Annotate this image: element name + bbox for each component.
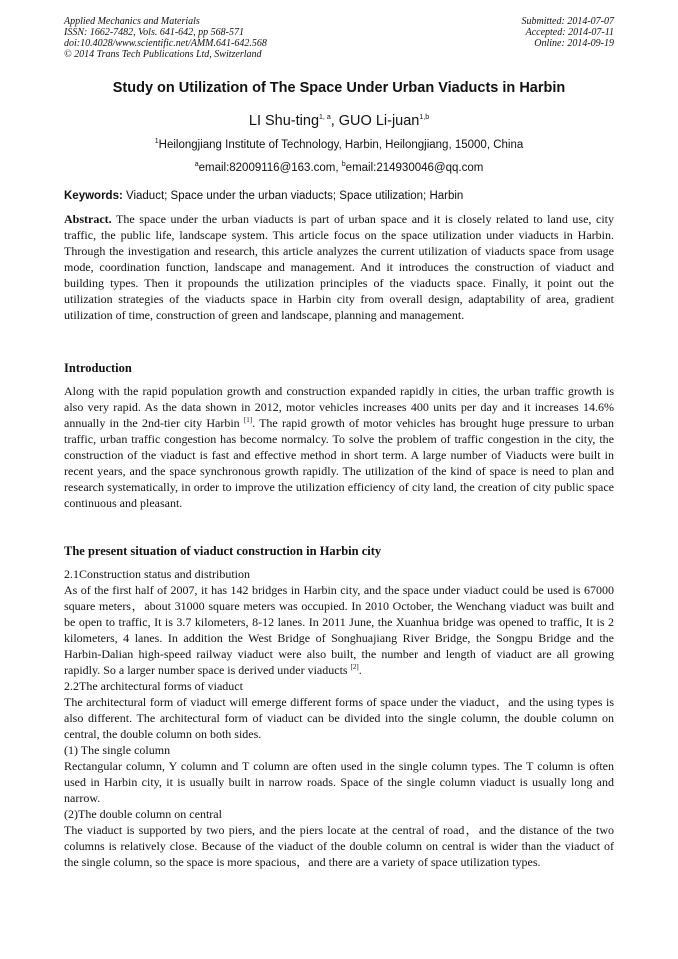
dates-info: [522, 16, 615, 49]
author-2-name: GUO Li-juan: [338, 113, 420, 129]
p1-ref: [2]: [350, 663, 359, 671]
introduction-body: [64, 383, 614, 511]
email-b: email:214930046@qq.com: [345, 162, 484, 174]
accepted-date: Accepted: 2014-07-11: [525, 27, 614, 38]
doi-line: doi:10.4028/www.scientific.net/AMM.641-642.568: [64, 38, 267, 49]
copyright-line: © 2014 Trans Tech Publications Ltd, Switzerland: [64, 49, 262, 60]
subheading-2-2: 2.2The architectural forms of viaduct: [64, 679, 243, 693]
paper-title: Study on Utilization of The Space Under Urban Viaducts in Harbin: [112, 80, 566, 96]
author-separator: ,: [330, 113, 339, 129]
keywords: [64, 190, 614, 202]
subheading-2-1: 2.1Construction status and distribution: [64, 567, 250, 581]
online-date: Online: 2014-09-19: [534, 38, 614, 49]
email-line: [40, 162, 638, 174]
present-situation-heading: The present situation of viaduct construction in Harbin city: [64, 544, 382, 558]
introduction-heading: Introduction: [64, 361, 132, 375]
author-2-sup: 1,b: [419, 114, 430, 122]
paragraph-single-column: Rectangular column, Y column and T column are often used in the single column types. The T column is often used in Harbin city, it is usually built in narrow roads. Space of the single column viaduct is usually long and narrow.: [64, 759, 614, 805]
intro-text-before: Along with the rapid population growth and construction expanded rapidly in cities, the urban traffic growth is also very rapid. As the data shown in 2012, motor vehicles increases 400 units per day and it increases 14.6% annually in the 2nd-tier city Harbin: [64, 384, 614, 430]
subheading-double-column-central: (2)The double column on central: [64, 807, 222, 821]
paragraph-2-1: [64, 582, 614, 678]
keywords-label: Keywords:: [64, 190, 123, 202]
author-1-name: LI Shu-ting: [248, 113, 320, 129]
abstract: [64, 211, 614, 323]
p1-after: .: [358, 663, 362, 677]
present-situation-body: [64, 566, 614, 870]
submitted-date: Submitted: 2014-07-07: [521, 16, 614, 27]
abstract-label: Abstract.: [64, 212, 112, 226]
email-a: email:82009116@163.com,: [198, 162, 342, 174]
author-1-sup: 1, a: [319, 114, 331, 122]
journal-name: Applied Mechanics and Materials: [64, 16, 200, 27]
affiliation-sup: 1: [154, 138, 159, 146]
intro-ref: [1]: [243, 416, 253, 424]
email-b-sup: b: [341, 161, 346, 169]
intro-text-after: . The rapid growth of motor vehicles has brought huge pressure to urban traffic, urban traffic congestion has become normalcy. To solve the problem of traffic congestion in the city, the construction of the viaduct is fast and effective method in short term. A large number of Viaducts were built in recent years, and the space synchronous growth rapidly. The utilization of the kind of space is need to plan and research systematically, in order to improve the utilization efficiency of city land, the creation of city public space continuous and pleasant.: [64, 416, 614, 510]
issn-line: ISSN: 1662-7482, Vols. 641-642, pp 568-571: [64, 27, 244, 38]
affiliation: [40, 139, 638, 151]
affiliation-text: Heilongjiang Institute of Technology, Harbin, Heilongjiang, 15000, China: [158, 139, 524, 151]
p1-before: As of the first half of 2007, it has 142 bridges in Harbin city, and the space under viaduct could be used is 67000 square meters，about 31000 square meters was occupied. In 2010 October, the Wenchang viaduct was built and be open to traffic, It is 3.7 kilometers, 8-12 lanes. In 2011 June, the Xuanhua bridge was opened to traffic, It is 2 kilometers, 4 lanes. In addition the West Bridge of Songhuajiang River Bridge, the Songpu Bridge and the Harbin-Dalian high-speed railway viaduct were also built, the number and length of viaduct are all growing rapidly. So a larger number space is derived under viaducts: [64, 583, 614, 677]
email-a-sup: a: [194, 161, 199, 169]
paragraph-2-2: The architectural form of viaduct will emerge different forms of space under the viaduct，and the using types is also different. The architectural form of viaduct can be divided into the single column, the double column on central, the double column on both sides.: [64, 695, 614, 741]
journal-info: [64, 16, 267, 60]
paragraph-double-column-central: The viaduct is supported by two piers, and the piers locate at the central of road，and the distance of the two columns is relatively close. Because of the viaduct of the double column on central is wider than the viaduct of the single column, so the space is more spacious，and there are a variety of space utilization types.: [64, 823, 614, 869]
abstract-text: The space under the urban viaducts is part of urban space and it is closely related to land use, city traffic, the public life, landscape system. This article focus on the space utilization under viaducts in Harbin. Through the investigation and research, this article analyzes the current utilization of viaducts space from usage mode, coordination function, landscape and management. And it introduces the construction of viaduct and building types. Then it propounds the utilization principles of the viaducts space. Finally, it point out the utilization strategies of the viaducts space in Harbin city from overall design, adaptability of area, gradient utilization of time, construction of green and landscape, planning and management.: [64, 212, 614, 322]
author-line: [40, 113, 638, 129]
keywords-text: Viaduct; Space under the urban viaducts; Space utilization; Harbin: [122, 190, 464, 202]
subheading-single-column: (1) The single column: [64, 743, 171, 757]
